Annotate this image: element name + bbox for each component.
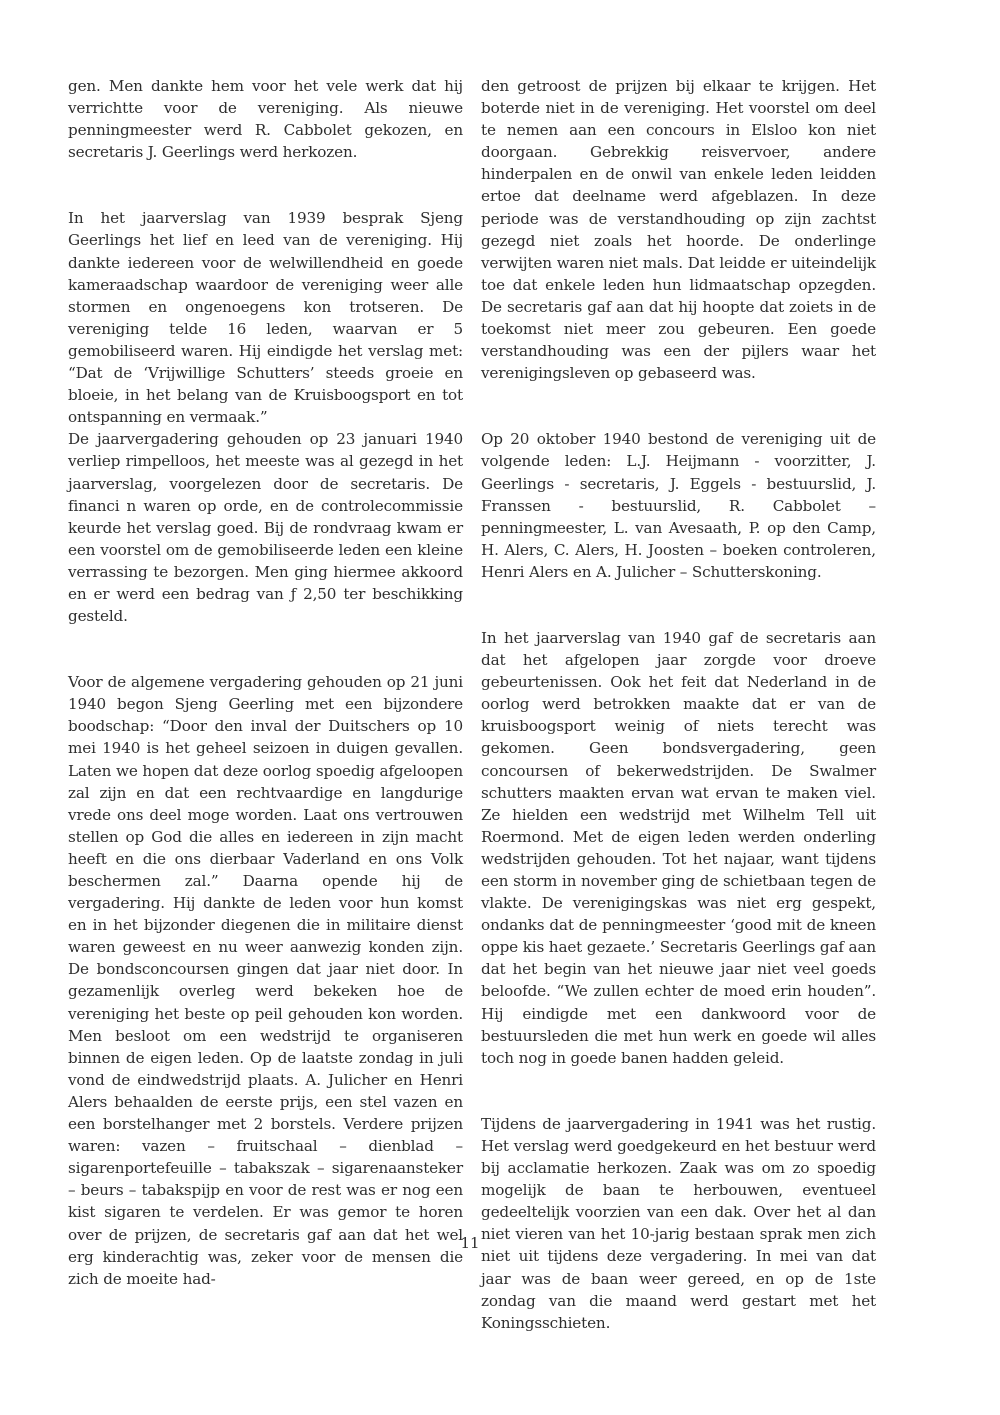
paragraph-jaarvergadering-1940: De jaarvergadering gehouden op 23 januari 1940 verliep rimpelloos, het meeste was al gezegd in het jaarverslag, voorgelezen door de secretaris. De financi n waren op orde, en de controlecommissie keurde het verslag goed. Bij de rondvraag kwam er een voorstel om de gemobiliseerde leden een kleine verrassing te bezorgen. Men ging hiermee akkoord en er werd een bedrag van ƒ 2,50 ter beschikking gesteld.	[68, 430, 463, 626]
paragraph-jaarverslag-1939: In het jaarverslag van 1939 besprak Sjeng Geerlings het lief en leed van de vereniging. Hij dankte iedereen voor de welwillendheid en goede kameraadschap waardoor de vereniging weer alle stormen en ongenoegens kon trotseren. De vereniging telde 16 leden, waarvan er 5 gemobiliseerd waren. Hij eindigde het verslag met: “Dat de ‘Vrijwillige Schutters’ steeds groeie en bloeie, in het belang van de Kruisboogsport en tot ontspanning en vermaak.”	[68, 209, 463, 427]
paragraph-algemene-vergadering-1940: Voor de algemene vergadering gehouden op 21 juni 1940 begon Sjeng Geerling met een bijzondere boodschap: “Door den inval der Duitschers op 10 mei 1940 is het geheel seizoen in duigen gevallen. Laten we hopen dat deze oorlog spoedig afgeloopen zal zijn en dat een rechtvaardige en langdurige vrede ons deel moge worden. Laat ons vertrouwen stellen op God die alles en iedereen in zijn macht heeft en die ons dierbaar Vaderland en ons Volk beschermen zal.” Daarna opende hij de vergadering. Hij dankte de leden voor hun komst en in het bijzonder diegenen die in militaire dienst waren geweest en nu weer aanwezig konden zijn. De bondsconcoursen gingen dat jaar niet door. In gezamenlijk overleg werd bekeken hoe de vereniging het beste op peil gehouden kon worden. Men besloot om een wedstrijd te organiseren binnen de eigen leden. Op de laatste zondag in juli vond de eindwedstrijd plaats. A. Julicher en Henri Alers behaalden de eerste prijs, een stel vazen en een borstelhanger met 2 borstels. Verdere prijzen waren: vazen – fruitschaal – dienblad – sigarenportefeuille – tabakszak – sigarenaansteker – beurs – tabakspijp en voor de rest was er nog een kist sigaren te verdelen. Er was gemor te horen over de prijzen, de secretaris gaf aan dat het wel erg kinderachtig was, zeker voor de mensen die zich de moeite had-	[68, 673, 463, 1288]
page-number: 11	[460, 1234, 480, 1252]
paragraph-jaarverslag-1940: In het jaarverslag van 1940 gaf de secretaris aan dat het afgelopen jaar zorgde voor droeve gebeurtenissen. Ook het feit dat Nederland in de oorlog werd betrokken maakte dat er van de kruisboogsport weinig of niets terecht was gekomen. Geen bondsvergadering, geen concoursen of bekerwedstrijden. De Swalmer schutters maakten ervan wat ervan te maken viel. Ze hielden een wedstrijd met Wilhelm Tell uit Roermond. Met de eigen leden werden onderling wedstrijden gehouden. Tot het najaar, want tijdens een storm in november ging de schietbaan tegen de vlakte. De verenigingskas was niet erg gespekt, ondanks dat de penningmeester ‘good mit de kneen oppe kis haet gezaete.’ Secretaris Geerlings gaf aan dat het begin van het nieuwe jaar niet veel goeds beloofde. “We zullen echter de moed erin houden”. Hij eindigde met een dankwoord voor de bestuursleden die met hun werk en goede wil alles toch nog in goede banen hadden geleid.	[481, 628, 876, 1067]
left-column	[68, 75, 463, 1290]
right-column	[481, 75, 876, 1334]
paragraph-leden-1940: Op 20 oktober 1940 bestond de vereniging uit de volgende leden: L.J. Heijmann - voorzitter, J. Geerlings - secretaris, J. Eggels - bestuurslid, J. Franssen - bestuurslid, R. Cabbolet – penningmeester, L. van Avesaath, P. op den Camp, H. Alers, C. Alers, H. Joosten – boeken controleren, Henri Alers en A. Julicher – Schutterskoning.	[481, 430, 876, 581]
paragraph-continuation-right: den getroost de prijzen bij elkaar te krijgen. Het boterde niet in de vereniging. Het voorstel om deel te nemen aan een concours in Elsloo kon niet doorgaan. Gebrekkig reisvervoer, andere hinderpalen en de onwil van enkele leden leidden ertoe dat deelname werd afgeblazen. In deze periode was de verstandhouding op zijn zachtst gezegd niet zoals het hoorde. De onderlinge verwijten waren niet mals. Dat leidde er uiteindelijk toe dat enkele leden hun lidmaatschap opzegden. De secretaris gaf aan dat hij hoopte dat zoiets in de toekomst niet meer zou gebeuren. Een goede verstandhouding was een der pijlers waar het verenigingsleven op gebaseerd was.	[481, 77, 876, 383]
paragraph-jaarvergadering-1941: Tijdens de jaarvergadering in 1941 was het rustig. Het verslag werd goedgekeurd en het bestuur werd bij acclamatie herkozen. Zaak was om zo spoedig mogelijk de baan te herbouwen, eventueel gedeeltelijk voorzien van een dak. Over het al dan niet vieren van het 10-jarig bestaan sprak men zich niet uit tijdens deze vergadering. In mei van dat jaar was de baan weer gereed, en op de 1ste zondag van die maand werd gestart met het Koningsschieten.	[481, 1114, 876, 1332]
paragraph-continuation: gen. Men dankte hem voor het vele werk dat hij verrichtte voor de vereniging. Als nieuwe penningmeester werd R. Cabbolet gekozen, en secretaris J. Geerlings werd herkozen.	[68, 77, 463, 162]
